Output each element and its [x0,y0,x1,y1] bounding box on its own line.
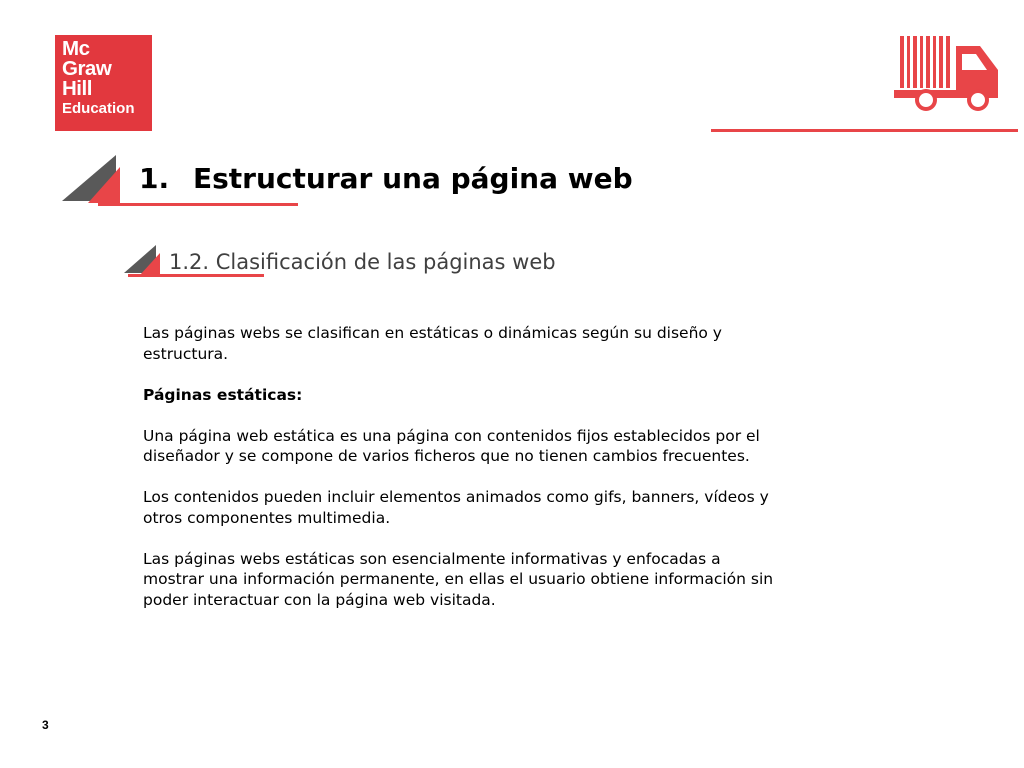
section-number: 1. [139,162,170,195]
paragraph-contents: Los contenidos pueden incluir elementos animados como gifs, banners, vídeos y otros componentes multimedia. [143,488,769,527]
logo-line-mc: Mc [62,37,90,60]
logo-line-education: Education [62,100,135,117]
mcgraw-hill-education-logo [55,35,152,131]
section-title [139,159,633,199]
section-title-text: Estructurar una página web [193,162,633,195]
paragraph-purpose: Las páginas webs estáticas son esencialmente informativas y enfocadas a mostrar una información permanente, en ellas el usuario obtiene información sin poder interactuar con la página web visitada. [143,549,774,609]
logo-line-hill: Hill [62,77,92,100]
logo-line-graw: Graw [62,57,112,80]
subsection-title: 1.2. Clasificación de las páginas web [169,250,556,274]
paragraph-definition: Una página web estática es una página con contenidos fijos establecidos por el diseñador y se compone de varios ficheros que no tienen cambios frecuentes. [143,426,760,465]
header-divider [711,129,1018,132]
body-text [143,323,778,631]
heading-static-pages: Páginas estáticas: [143,385,303,404]
truck-icon [894,34,1006,114]
page-number: 3 [42,718,49,732]
paragraph-intro: Las páginas webs se clasifican en estáticas o dinámicas según su diseño y estructura. [143,324,722,363]
